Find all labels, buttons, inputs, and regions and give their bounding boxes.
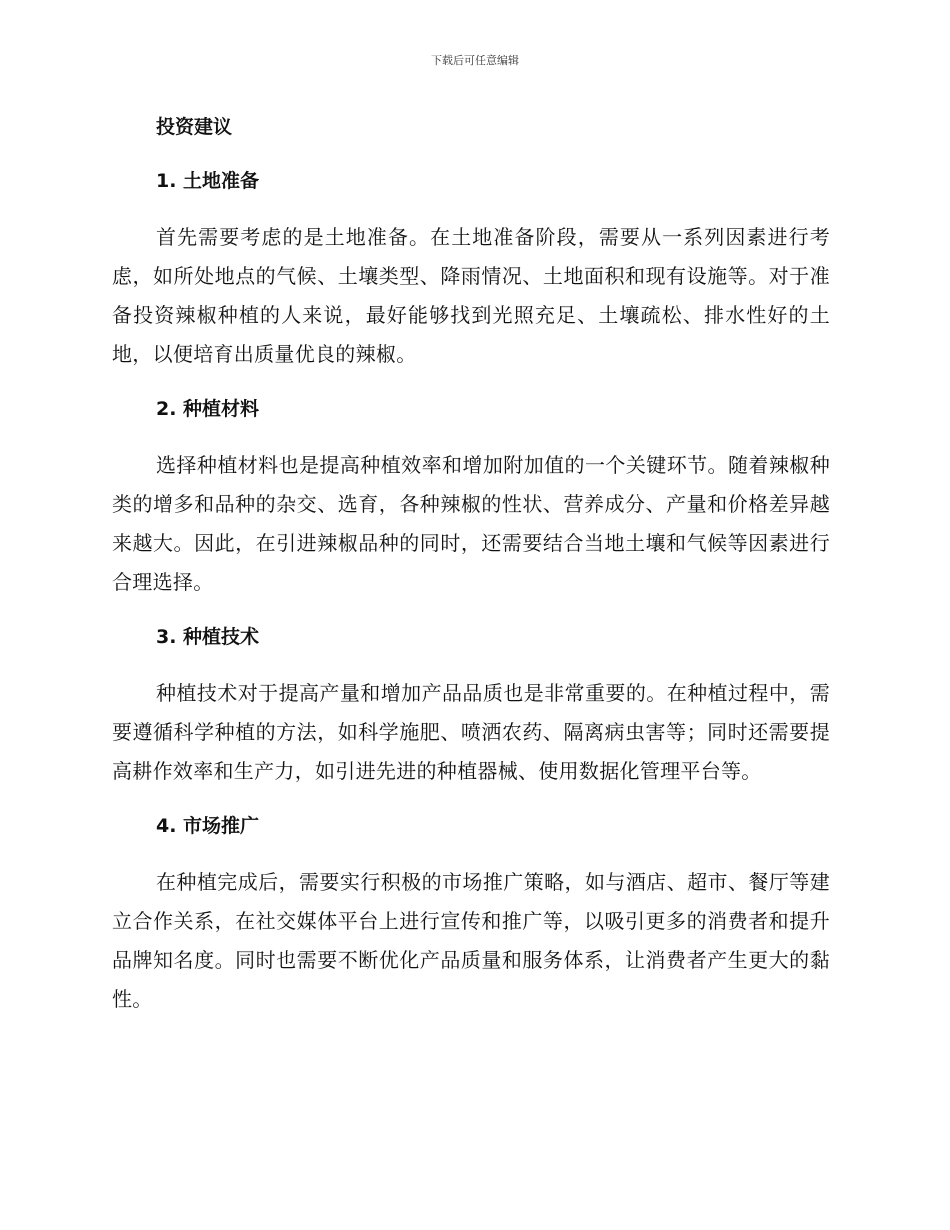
section-body-land: 首先需要考虑的是土地准备。在土地准备阶段，需要从一系列因素进行考虑，如所处地点的气候、土壤类型、降雨情况、土地面积和现有设施等。对于准备投资辣椒种植的人来说，最好能够找到光照充足、土壤疏松、排水性好的土地，以便培育出质量优良的辣椒。 xyxy=(112,225,830,366)
section-body-marketing: 在种植完成后，需要实行积极的市场推广策略，如与酒店、超市、餐厅等建立合作关系，在社交媒体平台上进行宣传和推广等，以吸引更多的消费者和提升品牌知名度。同时也需要不断优化产品质量和服务体系，让消费者产生更大的黏性。 xyxy=(112,870,830,1011)
document-title: 投资建议 xyxy=(156,116,233,138)
section-heading-marketing: 4. 市场推广 xyxy=(156,815,260,837)
page-header-note: 下载后可任意编辑 xyxy=(431,54,519,67)
section-body-materials: 选择种植材料也是提高种植效率和增加附加值的一个关键环节。随着辣椒种类的增多和品种的杂交、选育，各种辣椒的性状、营养成分、产量和价格差异越来越大。因此，在引进辣椒品种的同时，还需要结合当地土壤和气候等因素进行合理选择。 xyxy=(112,453,830,594)
section-body-technique: 种植技术对于提高产量和增加产品品质也是非常重要的。在种植过程中，需要遵循科学种植的方法，如科学施肥、喷洒农药、隔离病虫害等；同时还需要提高耕作效率和生产力，如引进先进的种植器械、使用数据化管理平台等。 xyxy=(112,681,830,783)
document-body xyxy=(112,110,830,1037)
section-heading-materials: 2. 种植材料 xyxy=(156,398,260,420)
section-heading-land: 1. 土地准备 xyxy=(156,170,260,192)
section-heading-technique: 3. 种植技术 xyxy=(156,626,260,648)
